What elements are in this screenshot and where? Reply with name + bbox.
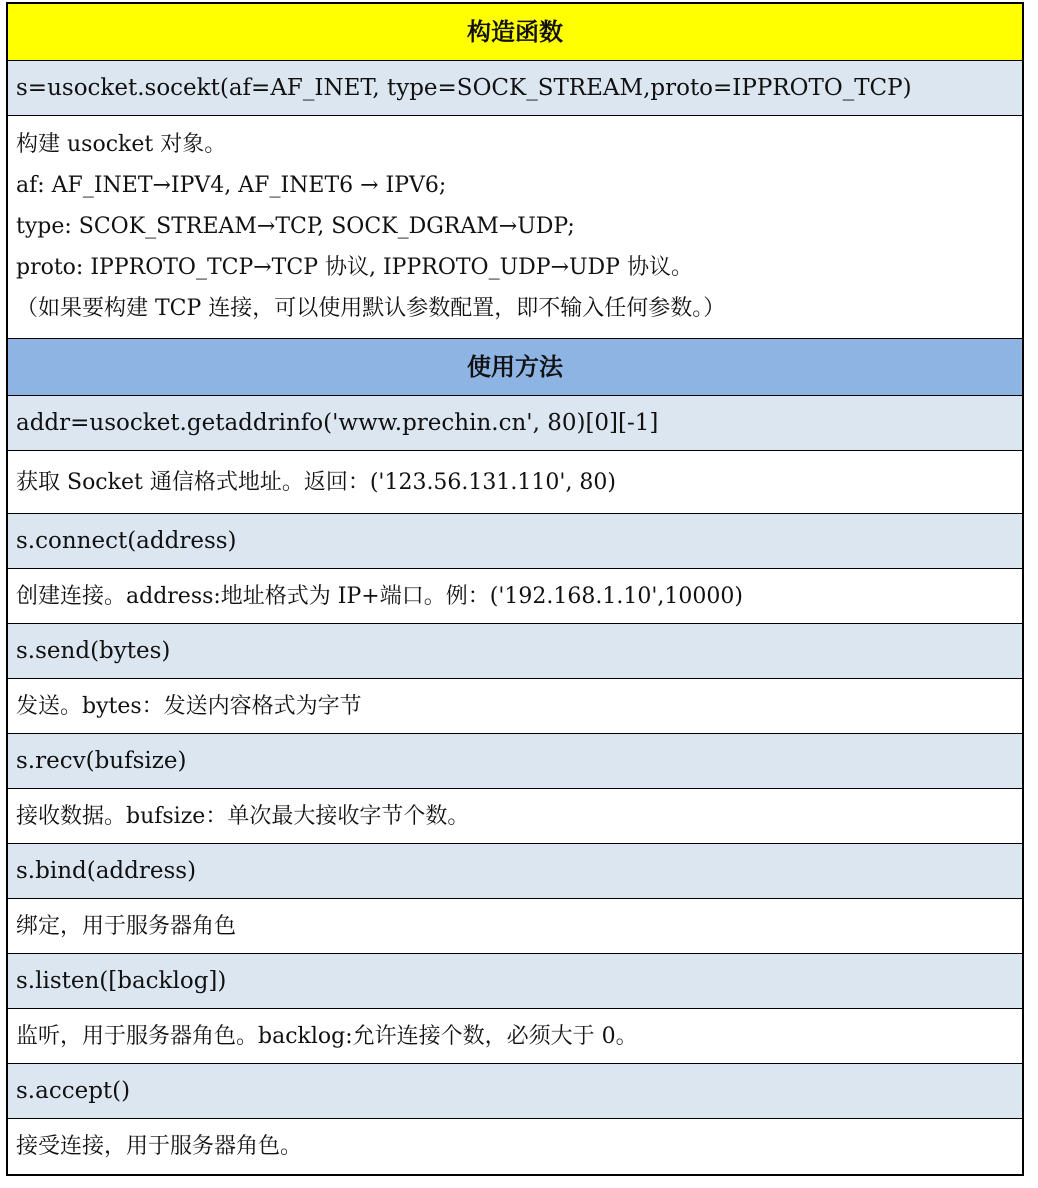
method-description-send: 发送。bytes：发送内容格式为字节 [8,679,1022,734]
description-line: proto: IPPROTO_TCP→TCP 协议, IPPROTO_UDP→UDP 协议。 [16,255,693,280]
method-code-getaddrinfo: addr=usocket.getaddrinfo('www.prechin.cn', 80)[0][-1] [8,396,1022,451]
method-description-connect: 创建连接。address:地址格式为 IP+端口。例：('192.168.1.10',10000) [8,569,1022,624]
description-line: type: SCOK_STREAM→TCP, SOCK_DGRAM→UDP; [16,214,575,239]
method-code-send: s.send(bytes) [8,624,1022,679]
method-code-recv: s.recv(bufsize) [8,734,1022,789]
method-description-getaddrinfo: 获取 Socket 通信格式地址。返回：('123.56.131.110', 80) [8,451,1022,514]
description-line: af: AF_INET→IPV4, AF_INET6 → IPV6; [16,173,447,198]
method-description-accept: 接受连接，用于服务器角色。 [8,1119,1022,1174]
method-code-listen: s.listen([backlog]) [8,954,1022,1009]
api-reference-table [6,2,1024,1176]
method-description-recv: 接收数据。bufsize：单次最大接收字节个数。 [8,789,1022,844]
constructor-header: 构造函数 [8,4,1022,61]
method-code-bind: s.bind(address) [8,844,1022,899]
method-description-listen: 监听，用于服务器角色。backlog:允许连接个数，必须大于 0。 [8,1009,1022,1064]
description-line: （如果要构建 TCP 连接，可以使用默认参数配置，即不输入任何参数。） [16,296,726,321]
constructor-description [8,116,1022,339]
constructor-signature: s=usocket.socekt(af=AF_INET, type=SOCK_STREAM,proto=IPPROTO_TCP) [8,61,1022,116]
usage-header: 使用方法 [8,339,1022,396]
method-code-accept: s.accept() [8,1064,1022,1119]
method-code-connect: s.connect(address) [8,514,1022,569]
description-line: 构建 usocket 对象。 [16,132,227,157]
method-description-bind: 绑定，用于服务器角色 [8,899,1022,954]
